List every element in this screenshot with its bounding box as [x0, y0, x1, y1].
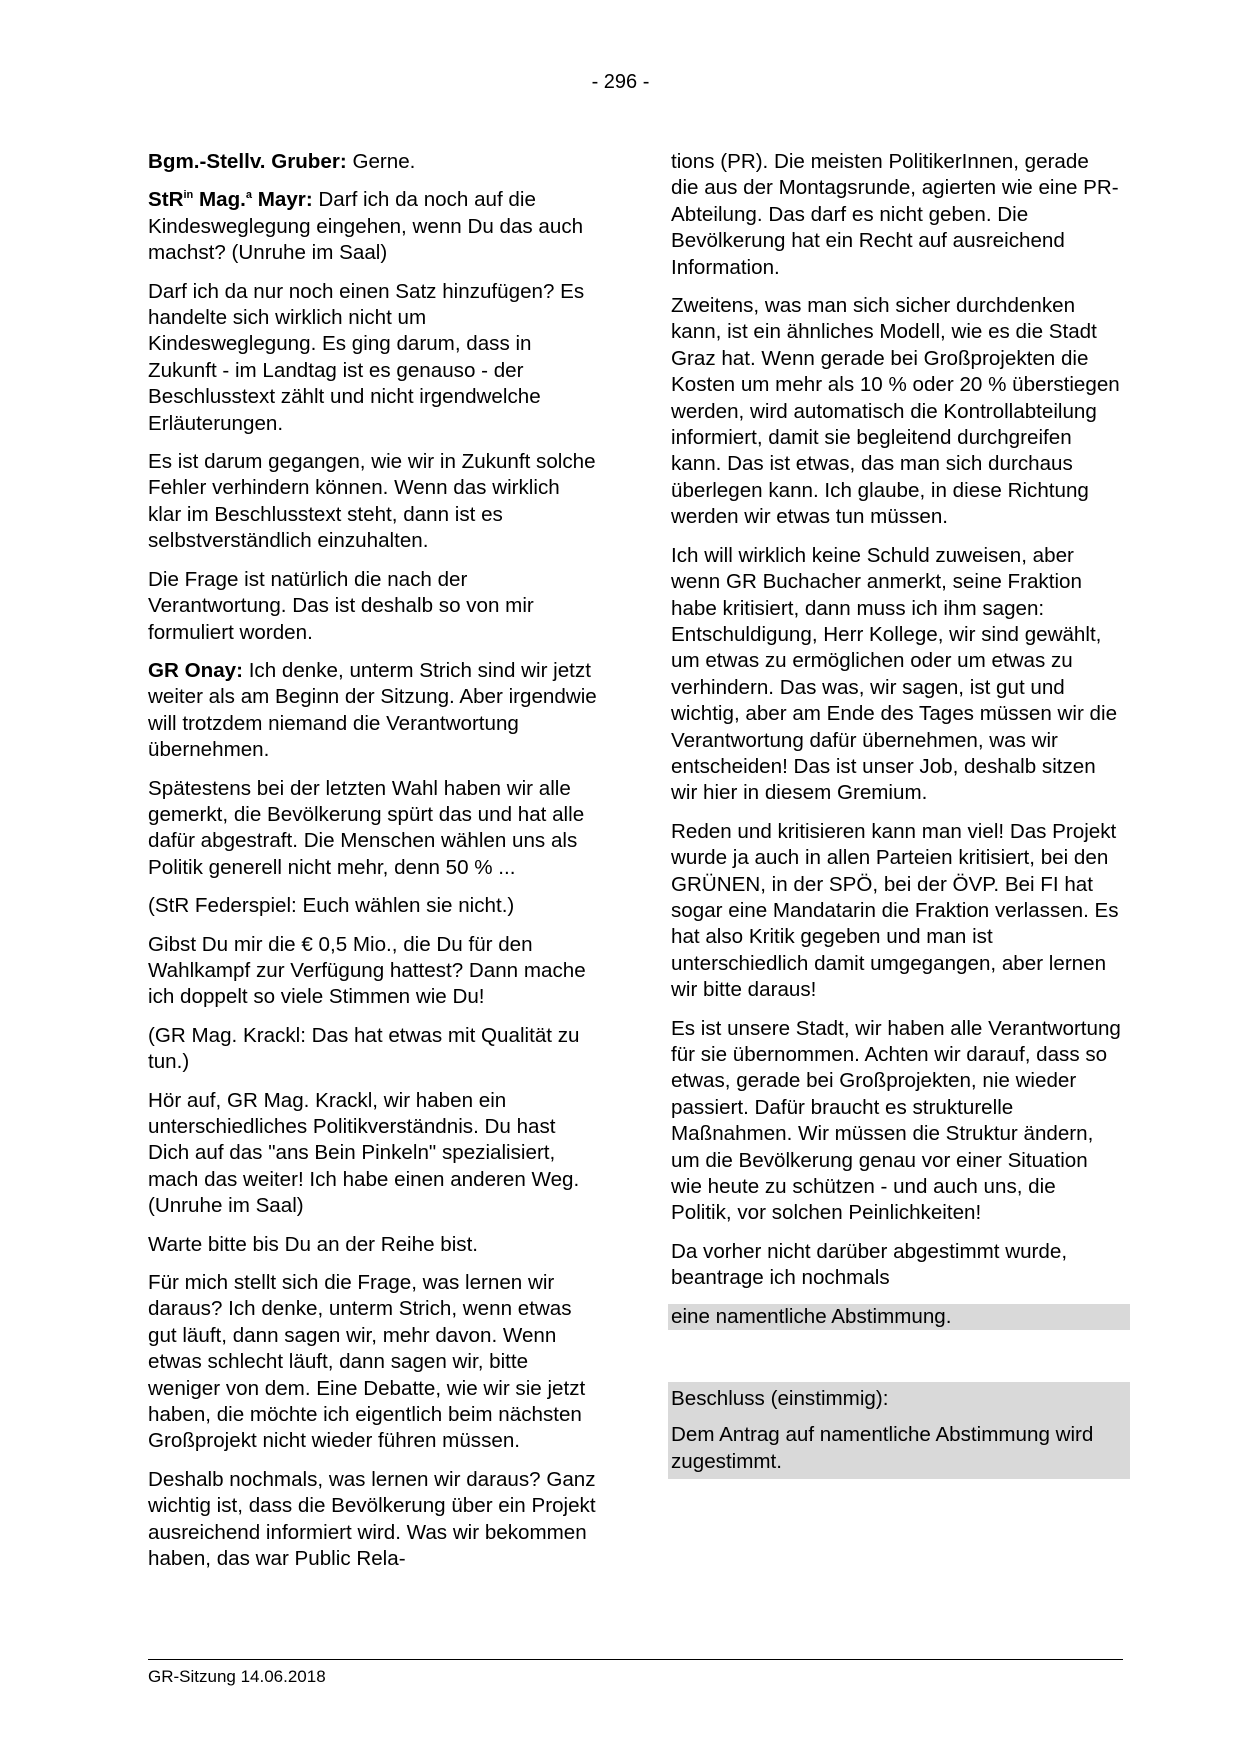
superscript: a: [245, 189, 253, 202]
speaker-title: StR: [148, 188, 184, 212]
speaker-name: [148, 188, 313, 211]
paragraph: Warte bitte bis Du an der Reihe bist.: [148, 1232, 479, 1256]
left-column: [148, 149, 598, 1573]
right-column: [671, 149, 1121, 1479]
paragraph-text: Gerne.: [346, 150, 416, 173]
paragraph: Hör auf, GR Mag. Krackl, wir haben ein unterschiedliches Politikverständnis. Du hast Dich auf das "ans Bein Pinkeln" spezialisiert, mach das weiter! Ich habe einen anderen Weg. (Unruhe im Saal): [148, 1088, 580, 1218]
paragraph: Zweitens, was man sich sicher durchdenken kann, ist ein ähnliches Modell, wie es die Stadt Graz hat. Wenn gerade bei Großprojekten die Kosten um mehr als 10 % oder 20 % überstiegen werden, wird automatisch die Kontrollabteilung informiert, damit sie begleitend durchgreifen kann. Das ist etwas, das man sich durchaus überlegen kann. Ich glaube, in diese Richtung werden wir etwas tun müssen.: [671, 294, 1120, 529]
speaker-surname: Mayr:: [252, 188, 313, 212]
resolution-text: Dem Antrag auf namentliche Abstimmung wird zugestimmt.: [671, 1423, 1094, 1473]
paragraph: tions (PR). Die meisten PolitikerInnen, gerade die aus der Montagsrunde, agierten wie eine PR-Abteilung. Das darf es nicht geben. Die Bevölkerung hat ein Recht auf ausreichend Information.: [671, 150, 1119, 279]
paragraph-text: Darf ich da noch auf die Kindesweglegung eingehen, wenn Du das auch machst? (Unruhe im Saal): [148, 188, 584, 265]
paragraph: Es ist darum gegangen, wie wir in Zukunft solche Fehler verhindern können. Wenn das wirklich klar im Beschlusstext steht, dann ist es selbstverständlich einzuhalten.: [148, 450, 596, 553]
superscript: in: [183, 189, 194, 202]
footer-divider: [148, 1659, 1123, 1660]
paragraph: Gibst Du mir die € 0,5 Mio., die Du für den Wahlkampf zur Verfügung hattest? Dann mache ich doppelt so viele Stimmen wie Du!: [148, 932, 586, 1009]
paragraph: Spätestens bei der letzten Wahl haben wir alle gemerkt, die Bevölkerung spürt das und hat alle dafür abgestraft. Die Menschen wählen uns als Politik generell nicht mehr, denn 50 % ...: [148, 776, 585, 879]
spacer: [671, 1330, 1121, 1382]
speaker-name: GR Onay:: [148, 658, 243, 682]
motion-text: eine namentliche Abstimmung.: [671, 1304, 952, 1328]
interjection: (GR Mag. Krackl: Das hat etwas mit Qualität zu tun.): [148, 1023, 580, 1074]
paragraph: Die Frage ist natürlich die nach der Verantwortung. Das ist deshalb so von mir formuliert worden.: [148, 567, 534, 644]
paragraph: [148, 187, 598, 266]
paragraph: Deshalb nochmals, was lernen wir daraus? Ganz wichtig ist, dass die Bevölkerung über ein Projekt ausreichend informiert wird. Was wir bekommen haben, das war Public Rela-: [148, 1467, 596, 1571]
interjection: (StR Federspiel: Euch wählen sie nicht.): [148, 894, 515, 918]
paragraph: Ich will wirklich keine Schuld zuweisen, aber wenn GR Buchacher anmerkt, seine Fraktion habe kritisiert, dann muss ich ihm sagen: Entschuldigung, Herr Kollege, wir sind gewählt, um etwas zu ermöglichen oder um etwas zu verhindern. Das was, wir sagen, ist gut und wichtig, aber am Ende des Tages müssen wir die Verantwortung dafür übernehmen, was wir entscheiden! Das ist unser Job, deshalb sitzen wir hier in diesem Gremium.: [671, 543, 1118, 805]
page-number: - 296 -: [591, 71, 650, 93]
footer-text: GR-Sitzung 14.06.2018: [148, 1667, 326, 1686]
speaker-name: Bgm.-Stellv. Gruber:: [148, 150, 347, 173]
paragraph: Für mich stellt sich die Frage, was lernen wir daraus? Ich denke, unterm Strich, wenn etwas gut läuft, dann sagen wir, mehr davon. Wenn etwas schlecht läuft, dann sagen wir, bitte weniger von dem. Eine Debatte, wie wir sie jetzt haben, die möchte ich eigentlich beim nächsten Großprojekt nicht wieder führen müssen.: [148, 1271, 586, 1453]
paragraph: Reden und kritisieren kann man viel! Das Projekt wurde ja auch in allen Parteien kritisiert, bei den GRÜNEN, in der SPÖ, bei der ÖVP. Bei FI hat sogar eine Mandatarin die Fraktion verlassen. Es hat also Kritik gegeben und man ist unterschiedlich damit umgegangen, aber lernen wir bitte daraus!: [671, 819, 1119, 1002]
paragraph: Da vorher nicht darüber abgestimmt wurde, beantrage ich nochmals: [671, 1239, 1068, 1290]
paragraph: Darf ich da nur noch einen Satz hinzufügen? Es handelte sich wirklich nicht um Kindesweglegung. Es ging darum, dass in Zukunft - im Landtag ist es genauso - der Beschlusstext zählt und nicht irgendwelche Erläuterungen.: [148, 279, 585, 435]
resolution-title: Beschluss (einstimmig):: [671, 1387, 889, 1411]
paragraph: [148, 658, 598, 764]
paragraph: Es ist unsere Stadt, wir haben alle Verantwortung für sie übernommen. Achten wir darauf, dass so etwas, gerade bei Großprojekten, nie wieder passiert. Dafür braucht es strukturelle Maßnahmen. Wir müssen die Struktur ändern, um die Bevölkerung genau vor einer Situation wie heute zu schützen - und auch uns, die Politik, vor solchen Peinlichkeiten!: [671, 1016, 1121, 1225]
paragraph-text: Ich denke, unterm Strich sind wir jetzt weiter als am Beginn der Sitzung. Aber irgendwie will trotzdem niemand die Verantwortung übernehmen.: [148, 658, 597, 762]
speaker-degree: Mag.: [193, 188, 246, 212]
paragraph: [148, 149, 598, 175]
motion-highlight: [668, 1304, 1130, 1330]
resolution-box: [668, 1382, 1130, 1479]
